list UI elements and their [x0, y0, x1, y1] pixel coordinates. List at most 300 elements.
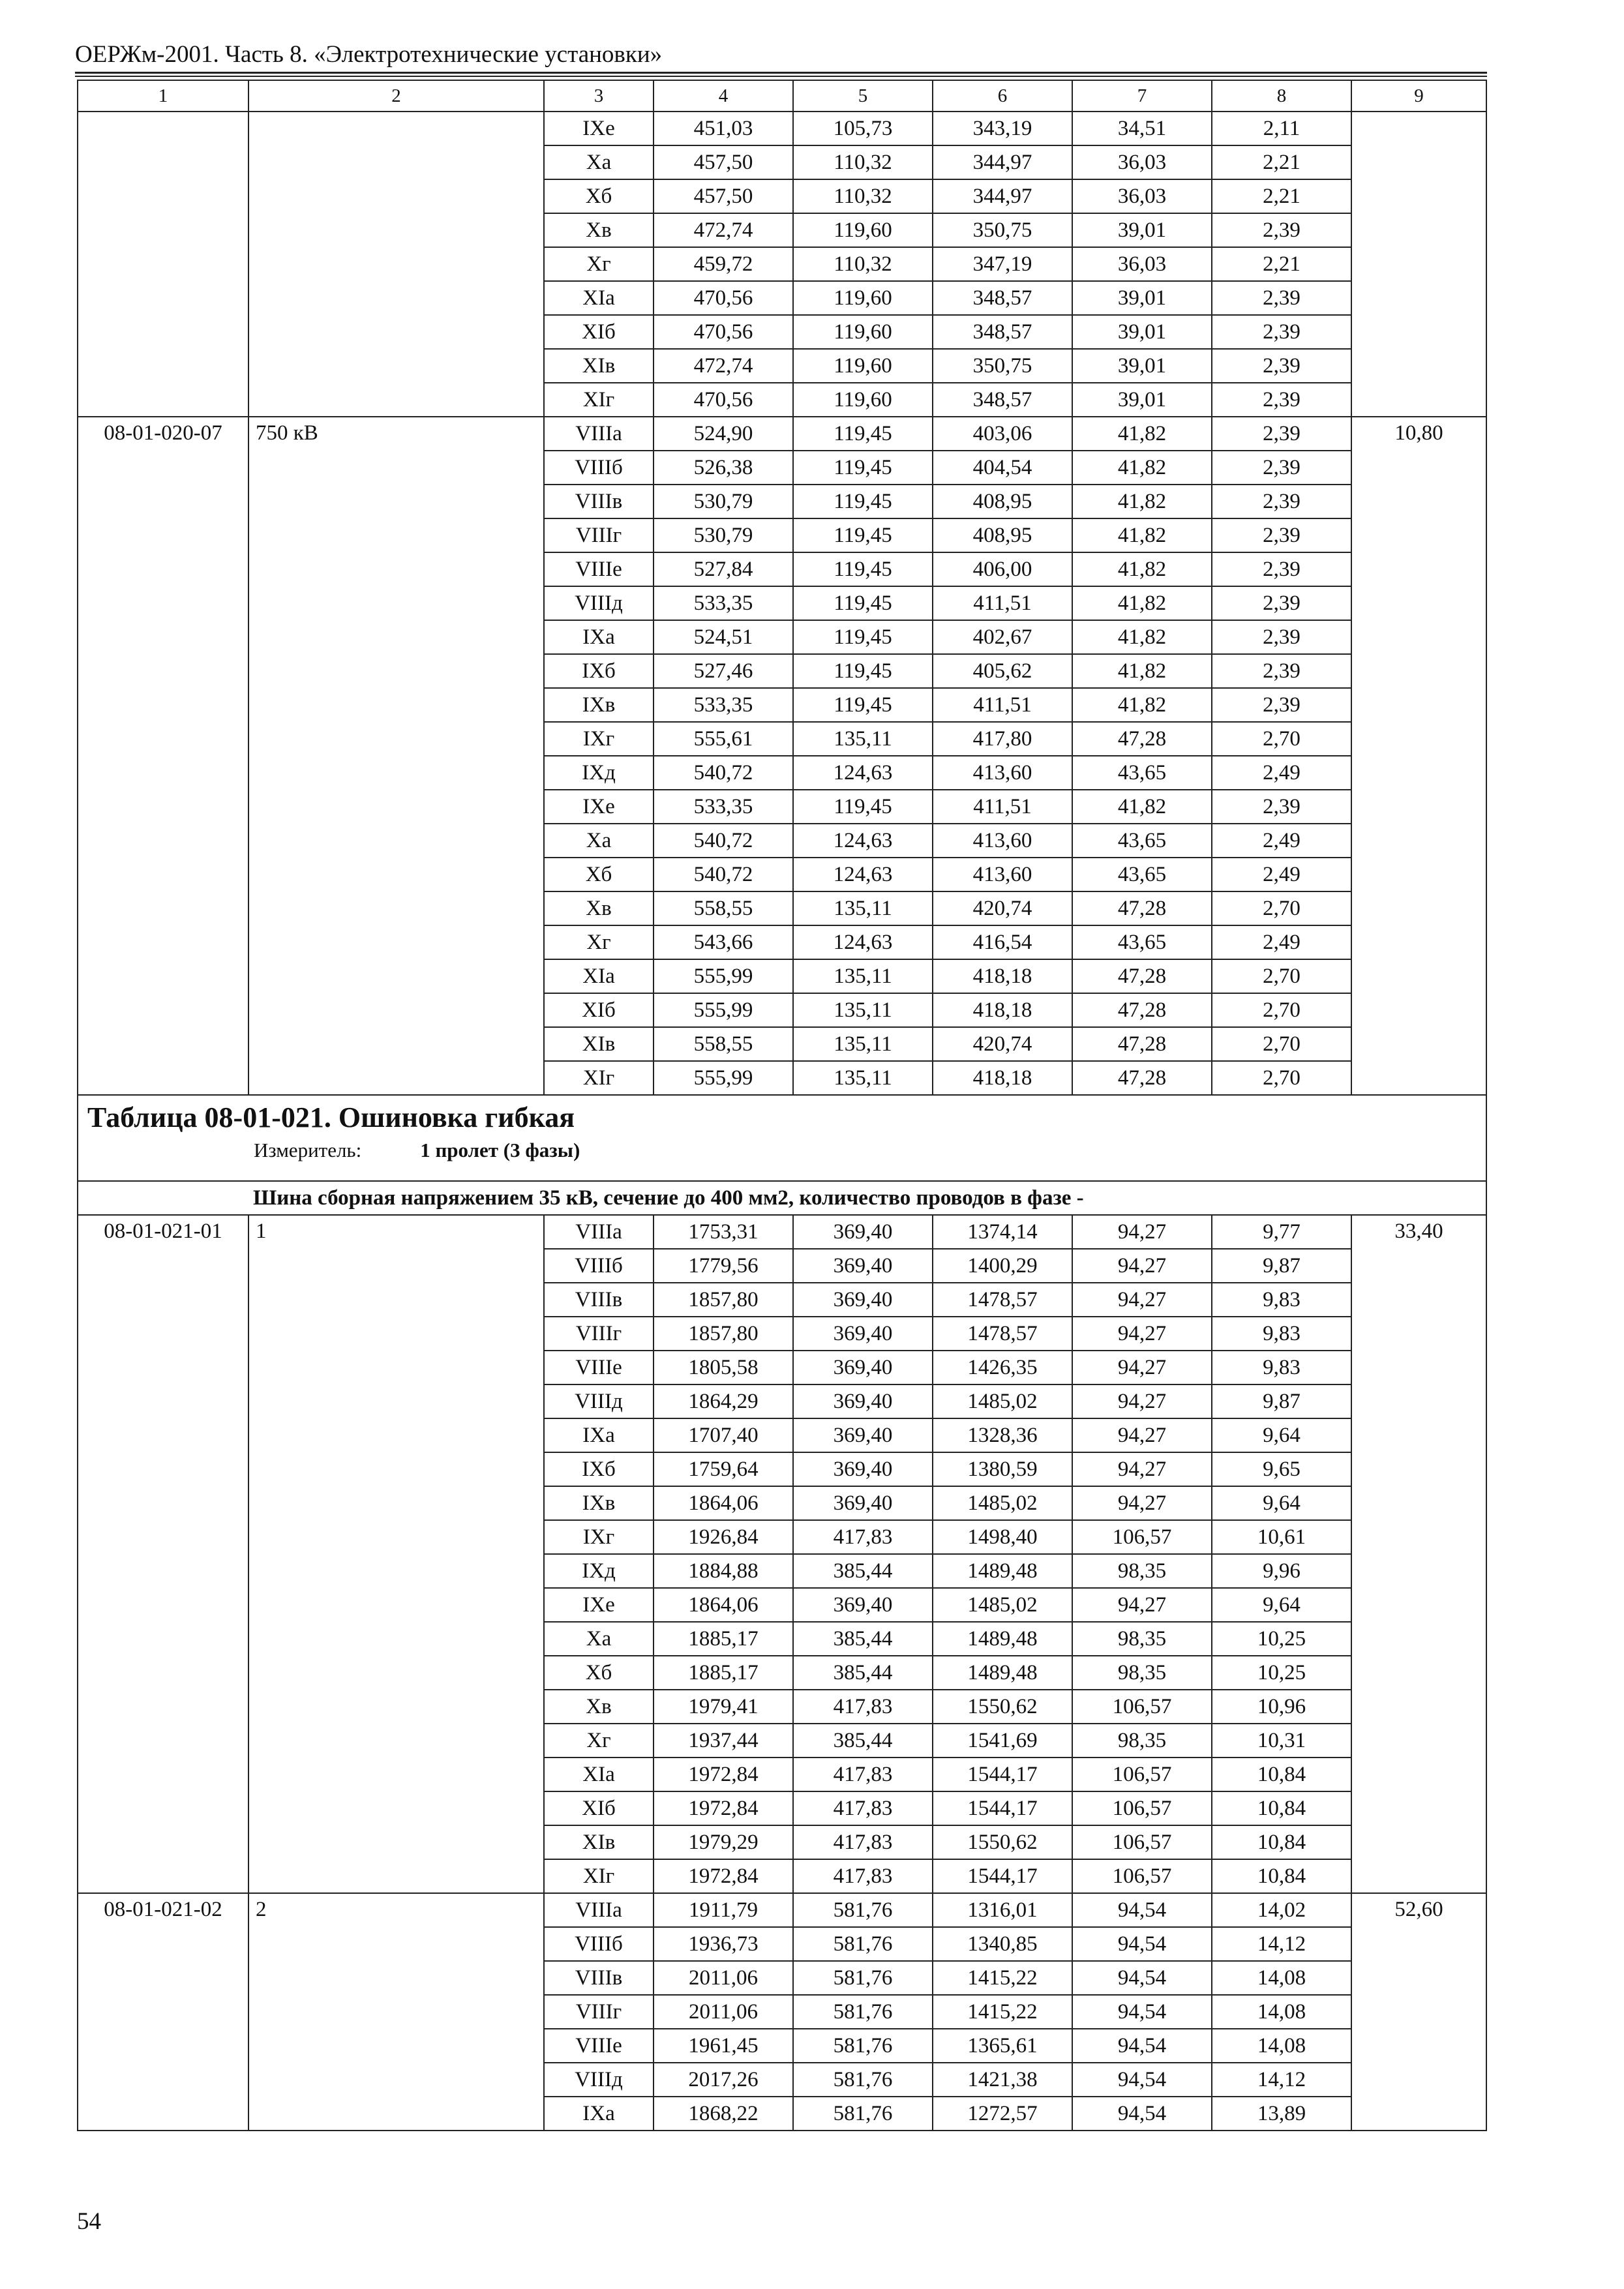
region-code-cell: XIг	[544, 1859, 654, 1893]
direct-costs-cell: 524,51	[654, 620, 793, 654]
machinists-wages-cell: 98,35	[1072, 1724, 1212, 1758]
wages-cell: 369,40	[793, 1452, 933, 1486]
wages-cell: 385,44	[793, 1622, 933, 1656]
materials-cell: 2,70	[1212, 1027, 1351, 1061]
direct-costs-cell: 533,35	[654, 790, 793, 824]
materials-cell: 2,70	[1212, 1061, 1351, 1095]
direct-costs-cell: 472,74	[654, 213, 793, 247]
machine-costs-cell: 411,51	[933, 586, 1072, 620]
rate-code: 08-01-021-02	[78, 1893, 248, 2131]
machinists-wages-cell: 106,57	[1072, 1825, 1212, 1859]
materials-cell: 10,84	[1212, 1825, 1351, 1859]
machine-costs-cell: 1544,17	[933, 1791, 1072, 1825]
direct-costs-cell: 555,99	[654, 1061, 793, 1095]
region-code-cell: XIa	[544, 1758, 654, 1791]
materials-cell: 2,39	[1212, 281, 1351, 315]
wages-cell: 369,40	[793, 1317, 933, 1351]
direct-costs-cell: 1979,41	[654, 1690, 793, 1724]
machinists-wages-cell: 34,51	[1072, 112, 1212, 145]
materials-cell: 2,39	[1212, 417, 1351, 451]
direct-costs-cell: 1864,29	[654, 1384, 793, 1418]
direct-costs-cell: 540,72	[654, 824, 793, 858]
direct-costs-cell: 1926,84	[654, 1520, 793, 1554]
rate-name: 1	[248, 1215, 544, 1893]
header-rule	[75, 72, 1487, 74]
region-code-cell: Xв	[544, 891, 654, 925]
direct-costs-cell: 1972,84	[654, 1859, 793, 1893]
machinists-wages-cell: 98,35	[1072, 1554, 1212, 1588]
wages-cell: 369,40	[793, 1384, 933, 1418]
machine-costs-cell: 1489,48	[933, 1656, 1072, 1690]
machinists-wages-cell: 106,57	[1072, 1690, 1212, 1724]
region-code-cell: VIIIa	[544, 1215, 654, 1249]
price-cell: 10,80	[1351, 417, 1486, 1095]
region-code-cell: VIIIe	[544, 2029, 654, 2063]
direct-costs-cell: 1857,80	[654, 1317, 793, 1351]
machinists-wages-cell: 41,82	[1072, 417, 1212, 451]
region-code-cell: IXa	[544, 620, 654, 654]
machinists-wages-cell: 47,28	[1072, 1027, 1212, 1061]
wages-cell: 581,76	[793, 1961, 933, 1995]
machinists-wages-cell: 41,82	[1072, 688, 1212, 722]
materials-cell: 10,96	[1212, 1690, 1351, 1724]
machinists-wages-cell: 94,27	[1072, 1317, 1212, 1351]
region-code-cell: XIг	[544, 383, 654, 417]
machine-costs-cell: 1400,29	[933, 1249, 1072, 1283]
wages-cell: 581,76	[793, 2029, 933, 2063]
machine-costs-cell: 1489,48	[933, 1554, 1072, 1588]
region-code-cell: IXг	[544, 1520, 654, 1554]
machine-costs-cell: 413,60	[933, 824, 1072, 858]
region-code-cell: Xв	[544, 213, 654, 247]
machine-costs-cell: 1380,59	[933, 1452, 1072, 1486]
wages-cell: 581,76	[793, 2097, 933, 2131]
direct-costs-cell: 1936,73	[654, 1927, 793, 1961]
machinists-wages-cell: 41,82	[1072, 518, 1212, 552]
materials-cell: 2,39	[1212, 790, 1351, 824]
wages-cell: 385,44	[793, 1554, 933, 1588]
direct-costs-cell: 1911,79	[654, 1893, 793, 1927]
machine-costs-cell: 344,97	[933, 179, 1072, 213]
materials-cell: 14,08	[1212, 2029, 1351, 2063]
machine-costs-cell: 1541,69	[933, 1724, 1072, 1758]
region-code-cell: Xб	[544, 858, 654, 891]
wages-cell: 369,40	[793, 1418, 933, 1452]
rates-table	[77, 80, 1487, 2131]
direct-costs-cell: 457,50	[654, 145, 793, 179]
materials-cell: 2,49	[1212, 756, 1351, 790]
direct-costs-cell: 1885,17	[654, 1656, 793, 1690]
machinists-wages-cell: 98,35	[1072, 1656, 1212, 1690]
rate-code: 08-01-021-01	[78, 1215, 248, 1893]
region-code-cell: XIб	[544, 315, 654, 349]
machinists-wages-cell: 47,28	[1072, 891, 1212, 925]
materials-cell: 9,83	[1212, 1317, 1351, 1351]
column-header: 2	[248, 80, 544, 112]
machine-costs-cell: 417,80	[933, 722, 1072, 756]
region-code-cell: IXa	[544, 1418, 654, 1452]
direct-costs-cell: 1979,29	[654, 1825, 793, 1859]
direct-costs-cell: 1972,84	[654, 1758, 793, 1791]
column-header: 6	[933, 80, 1072, 112]
wages-cell: 135,11	[793, 722, 933, 756]
machinists-wages-cell: 41,82	[1072, 654, 1212, 688]
machine-costs-cell: 411,51	[933, 688, 1072, 722]
direct-costs-cell: 470,56	[654, 383, 793, 417]
region-code-cell: XIв	[544, 349, 654, 383]
direct-costs-cell: 470,56	[654, 315, 793, 349]
direct-costs-cell: 1864,06	[654, 1588, 793, 1622]
materials-cell: 9,83	[1212, 1351, 1351, 1384]
measure-value: 1 пролет (3 фазы)	[420, 1139, 580, 1161]
machinists-wages-cell: 106,57	[1072, 1758, 1212, 1791]
materials-cell: 2,39	[1212, 518, 1351, 552]
region-code-cell: Xa	[544, 824, 654, 858]
wages-cell: 124,63	[793, 858, 933, 891]
materials-cell: 2,39	[1212, 451, 1351, 485]
materials-cell: 14,02	[1212, 1893, 1351, 1927]
wages-cell: 135,11	[793, 993, 933, 1027]
machinists-wages-cell: 43,65	[1072, 756, 1212, 790]
region-code-cell: VIIIг	[544, 518, 654, 552]
materials-cell: 2,39	[1212, 620, 1351, 654]
machinists-wages-cell: 94,54	[1072, 1961, 1212, 1995]
region-code-cell: VIIIв	[544, 485, 654, 518]
machine-costs-cell: 344,97	[933, 145, 1072, 179]
wages-cell: 135,11	[793, 1061, 933, 1095]
machinists-wages-cell: 94,27	[1072, 1452, 1212, 1486]
region-code-cell: VIIIa	[544, 417, 654, 451]
machine-costs-cell: 408,95	[933, 485, 1072, 518]
materials-cell: 9,65	[1212, 1452, 1351, 1486]
wages-cell: 119,60	[793, 315, 933, 349]
materials-cell: 2,39	[1212, 586, 1351, 620]
region-code-cell: Xб	[544, 1656, 654, 1690]
rate-code	[78, 112, 248, 417]
materials-cell: 10,84	[1212, 1859, 1351, 1893]
price-cell	[1351, 112, 1486, 417]
materials-cell: 2,21	[1212, 179, 1351, 213]
machine-costs-cell: 1316,01	[933, 1893, 1072, 1927]
wages-cell: 119,45	[793, 552, 933, 586]
machine-costs-cell: 1485,02	[933, 1486, 1072, 1520]
machinists-wages-cell: 94,54	[1072, 2029, 1212, 2063]
materials-cell: 10,84	[1212, 1791, 1351, 1825]
machinists-wages-cell: 94,27	[1072, 1215, 1212, 1249]
materials-cell: 2,39	[1212, 383, 1351, 417]
machinists-wages-cell: 94,54	[1072, 1893, 1212, 1927]
machinists-wages-cell: 98,35	[1072, 1622, 1212, 1656]
direct-costs-cell: 1885,17	[654, 1622, 793, 1656]
table-row	[78, 1215, 1486, 1249]
wages-cell: 417,83	[793, 1825, 933, 1859]
machine-costs-cell: 1272,57	[933, 2097, 1072, 2131]
direct-costs-cell: 533,35	[654, 586, 793, 620]
machine-costs-cell: 1340,85	[933, 1927, 1072, 1961]
direct-costs-cell: 530,79	[654, 518, 793, 552]
machinists-wages-cell: 94,27	[1072, 1283, 1212, 1317]
materials-cell: 9,64	[1212, 1418, 1351, 1452]
region-code-cell: XIв	[544, 1027, 654, 1061]
direct-costs-cell: 472,74	[654, 349, 793, 383]
direct-costs-cell: 526,38	[654, 451, 793, 485]
direct-costs-cell: 555,99	[654, 959, 793, 993]
machinists-wages-cell: 94,54	[1072, 1995, 1212, 2029]
wages-cell: 369,40	[793, 1486, 933, 1520]
machine-costs-cell: 411,51	[933, 790, 1072, 824]
wages-cell: 119,60	[793, 213, 933, 247]
table-row	[78, 1893, 1486, 1927]
direct-costs-cell: 459,72	[654, 247, 793, 281]
machine-costs-cell: 1365,61	[933, 2029, 1072, 2063]
machinists-wages-cell: 36,03	[1072, 179, 1212, 213]
machinists-wages-cell: 39,01	[1072, 315, 1212, 349]
machine-costs-cell: 418,18	[933, 959, 1072, 993]
direct-costs-cell: 527,46	[654, 654, 793, 688]
machinists-wages-cell: 36,03	[1072, 145, 1212, 179]
direct-costs-cell: 558,55	[654, 1027, 793, 1061]
region-code-cell: IXв	[544, 1486, 654, 1520]
machine-costs-cell: 1374,14	[933, 1215, 1072, 1249]
direct-costs-cell: 540,72	[654, 858, 793, 891]
materials-cell: 10,84	[1212, 1758, 1351, 1791]
machine-costs-cell: 420,74	[933, 1027, 1072, 1061]
wages-cell: 119,45	[793, 790, 933, 824]
materials-cell: 14,08	[1212, 1961, 1351, 1995]
region-code-cell: Xг	[544, 925, 654, 959]
wages-cell: 581,76	[793, 1927, 933, 1961]
wages-cell: 385,44	[793, 1656, 933, 1690]
machinists-wages-cell: 43,65	[1072, 824, 1212, 858]
wages-cell: 119,60	[793, 281, 933, 315]
machine-costs-cell: 406,00	[933, 552, 1072, 586]
machine-costs-cell: 420,74	[933, 891, 1072, 925]
machinists-wages-cell: 39,01	[1072, 213, 1212, 247]
region-code-cell: XIг	[544, 1061, 654, 1095]
measure-line	[87, 1136, 1479, 1165]
machine-costs-cell: 348,57	[933, 315, 1072, 349]
column-header: 8	[1212, 80, 1351, 112]
wages-cell: 417,83	[793, 1758, 933, 1791]
region-code-cell: Xг	[544, 247, 654, 281]
region-code-cell: VIIIв	[544, 1961, 654, 1995]
materials-cell: 2,11	[1212, 112, 1351, 145]
rate-name: 750 кВ	[248, 417, 544, 1095]
region-code-cell: Xa	[544, 145, 654, 179]
machine-costs-cell: 347,19	[933, 247, 1072, 281]
region-code-cell: VIIIг	[544, 1995, 654, 2029]
machinists-wages-cell: 39,01	[1072, 281, 1212, 315]
region-code-cell: VIIIб	[544, 1927, 654, 1961]
region-code-cell: IXв	[544, 688, 654, 722]
materials-cell: 2,21	[1212, 145, 1351, 179]
machinists-wages-cell: 41,82	[1072, 586, 1212, 620]
machine-costs-cell: 1550,62	[933, 1690, 1072, 1724]
machinists-wages-cell: 94,54	[1072, 2097, 1212, 2131]
column-header: 7	[1072, 80, 1212, 112]
region-code-cell: VIIIд	[544, 586, 654, 620]
wages-cell: 581,76	[793, 1995, 933, 2029]
region-code-cell: XIa	[544, 959, 654, 993]
column-header: 4	[654, 80, 793, 112]
direct-costs-cell: 2011,06	[654, 1995, 793, 2029]
region-code-cell: IXe	[544, 112, 654, 145]
machine-costs-cell: 1415,22	[933, 1961, 1072, 1995]
rate-code: 08-01-020-07	[78, 417, 248, 1095]
materials-cell: 10,25	[1212, 1622, 1351, 1656]
region-code-cell: VIIIб	[544, 451, 654, 485]
machinists-wages-cell: 41,82	[1072, 620, 1212, 654]
machine-costs-cell: 405,62	[933, 654, 1072, 688]
materials-cell: 14,12	[1212, 2063, 1351, 2097]
materials-cell: 10,31	[1212, 1724, 1351, 1758]
wages-cell: 119,45	[793, 586, 933, 620]
direct-costs-cell: 555,61	[654, 722, 793, 756]
machinists-wages-cell: 41,82	[1072, 790, 1212, 824]
section-cell	[78, 1181, 1486, 1215]
direct-costs-cell: 2017,26	[654, 2063, 793, 2097]
region-code-cell: IXб	[544, 654, 654, 688]
direct-costs-cell: 1759,64	[654, 1452, 793, 1486]
wages-cell: 369,40	[793, 1351, 933, 1384]
direct-costs-cell: 530,79	[654, 485, 793, 518]
direct-costs-cell: 2011,06	[654, 1961, 793, 1995]
machinists-wages-cell: 47,28	[1072, 722, 1212, 756]
region-code-cell: VIIIг	[544, 1317, 654, 1351]
section-heading: Шина сборная напряжением 35 кВ, сечение до 400 мм2, количество проводов в фазе -	[253, 1186, 1084, 1210]
machine-costs-cell: 418,18	[933, 1061, 1072, 1095]
direct-costs-cell: 1707,40	[654, 1418, 793, 1452]
wages-cell: 417,83	[793, 1690, 933, 1724]
direct-costs-cell: 1857,80	[654, 1283, 793, 1317]
measure-label: Измеритель:	[254, 1139, 362, 1161]
machinists-wages-cell: 94,27	[1072, 1588, 1212, 1622]
machinists-wages-cell: 94,54	[1072, 2063, 1212, 2097]
machinists-wages-cell: 41,82	[1072, 485, 1212, 518]
wages-cell: 110,32	[793, 145, 933, 179]
price-cell: 33,40	[1351, 1215, 1486, 1893]
wages-cell: 119,60	[793, 349, 933, 383]
machinists-wages-cell: 106,57	[1072, 1859, 1212, 1893]
materials-cell: 9,87	[1212, 1249, 1351, 1283]
machinists-wages-cell: 94,27	[1072, 1249, 1212, 1283]
wages-cell: 124,63	[793, 824, 933, 858]
materials-cell: 2,39	[1212, 485, 1351, 518]
rate-name: 2	[248, 1893, 544, 2131]
materials-cell: 2,21	[1212, 247, 1351, 281]
rate-name	[248, 112, 544, 417]
materials-cell: 9,77	[1212, 1215, 1351, 1249]
region-code-cell: XIб	[544, 993, 654, 1027]
region-code-cell: IXe	[544, 1588, 654, 1622]
rates-table-body	[78, 80, 1486, 2131]
machinists-wages-cell: 43,65	[1072, 925, 1212, 959]
machine-costs-cell: 348,57	[933, 281, 1072, 315]
machine-costs-cell: 348,57	[933, 383, 1072, 417]
wages-cell: 369,40	[793, 1283, 933, 1317]
table-title-row	[78, 1095, 1486, 1181]
wages-cell: 124,63	[793, 925, 933, 959]
price-cell: 52,60	[1351, 1893, 1486, 2131]
machine-costs-cell: 1328,36	[933, 1418, 1072, 1452]
page-number: 54	[77, 2208, 101, 2235]
direct-costs-cell: 1937,44	[654, 1724, 793, 1758]
materials-cell: 2,70	[1212, 959, 1351, 993]
region-code-cell: XIб	[544, 1791, 654, 1825]
materials-cell: 9,96	[1212, 1554, 1351, 1588]
direct-costs-cell: 1753,31	[654, 1215, 793, 1249]
wages-cell: 369,40	[793, 1215, 933, 1249]
materials-cell: 2,39	[1212, 349, 1351, 383]
table-row	[78, 112, 1486, 145]
materials-cell: 10,25	[1212, 1656, 1351, 1690]
wages-cell: 581,76	[793, 2063, 933, 2097]
direct-costs-cell: 533,35	[654, 688, 793, 722]
column-header: 5	[793, 80, 933, 112]
materials-cell: 2,39	[1212, 552, 1351, 586]
machine-costs-cell: 416,54	[933, 925, 1072, 959]
machine-costs-cell: 408,95	[933, 518, 1072, 552]
machinists-wages-cell: 106,57	[1072, 1791, 1212, 1825]
direct-costs-cell: 1868,22	[654, 2097, 793, 2131]
direct-costs-cell: 457,50	[654, 179, 793, 213]
materials-cell: 2,70	[1212, 722, 1351, 756]
header-rule-secondary	[75, 76, 1487, 77]
direct-costs-cell: 543,66	[654, 925, 793, 959]
region-code-cell: XIa	[544, 281, 654, 315]
region-code-cell: XIв	[544, 1825, 654, 1859]
wages-cell: 581,76	[793, 1893, 933, 1927]
table-title-cell	[78, 1095, 1486, 1181]
materials-cell: 13,89	[1212, 2097, 1351, 2131]
region-code-cell: IXa	[544, 2097, 654, 2131]
machine-costs-cell: 413,60	[933, 756, 1072, 790]
region-code-cell: VIIIд	[544, 1384, 654, 1418]
machine-costs-cell: 403,06	[933, 417, 1072, 451]
direct-costs-cell: 1961,45	[654, 2029, 793, 2063]
region-code-cell: Xв	[544, 1690, 654, 1724]
region-code-cell: VIIIд	[544, 2063, 654, 2097]
wages-cell: 385,44	[793, 1724, 933, 1758]
direct-costs-cell: 1805,58	[654, 1351, 793, 1384]
region-code-cell: VIIIa	[544, 1893, 654, 1927]
wages-cell: 110,32	[793, 247, 933, 281]
wages-cell: 369,40	[793, 1249, 933, 1283]
machine-costs-cell: 418,18	[933, 993, 1072, 1027]
materials-cell: 14,12	[1212, 1927, 1351, 1961]
machine-costs-cell: 350,75	[933, 213, 1072, 247]
region-code-cell: IXд	[544, 1554, 654, 1588]
machinists-wages-cell: 94,27	[1072, 1486, 1212, 1520]
direct-costs-cell: 540,72	[654, 756, 793, 790]
machine-costs-cell: 1478,57	[933, 1283, 1072, 1317]
column-header: 3	[544, 80, 654, 112]
wages-cell: 135,11	[793, 959, 933, 993]
region-code-cell: Xг	[544, 1724, 654, 1758]
materials-cell: 2,70	[1212, 891, 1351, 925]
machinists-wages-cell: 94,27	[1072, 1418, 1212, 1452]
machinists-wages-cell: 36,03	[1072, 247, 1212, 281]
wages-cell: 119,45	[793, 688, 933, 722]
region-code-cell: IXe	[544, 790, 654, 824]
wages-cell: 110,32	[793, 179, 933, 213]
direct-costs-cell: 555,99	[654, 993, 793, 1027]
direct-costs-cell: 470,56	[654, 281, 793, 315]
section-row	[78, 1181, 1486, 1215]
machinists-wages-cell: 43,65	[1072, 858, 1212, 891]
wages-cell: 369,40	[793, 1588, 933, 1622]
region-code-cell: VIIIв	[544, 1283, 654, 1317]
